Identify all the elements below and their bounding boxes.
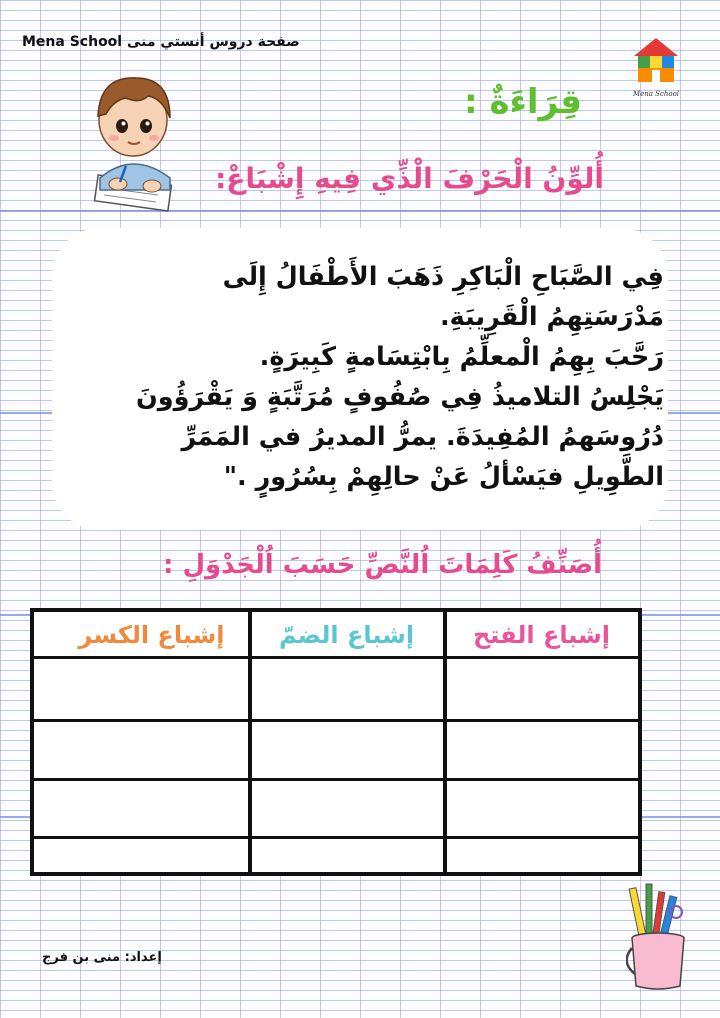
logo-caption: Mena School — [632, 90, 680, 98]
header-text: صفحة دروس أنستي منى Mena School — [22, 34, 300, 50]
passage-line: مَدْرَسَتِهِمُ الْقَرِيبَةِ. — [439, 302, 664, 332]
passage-line: يَجْلِسُ التلاميذُ فِي صُفُوفٍ مُرَتَّبَةٍ وَ يَقْرَؤُونَ — [136, 382, 664, 412]
table-column-divider — [248, 612, 252, 872]
house-logo-icon — [630, 36, 682, 86]
section-title: قِرَاءَةٌ : — [464, 82, 582, 122]
passage-line: فِي الصَّبَاحِ الْبَاكِرِ ذَهَبَ الأَطْفَالُ إِلَى — [222, 262, 664, 292]
table-row-divider — [34, 656, 638, 659]
column-header-kasra: إشباع الكسر — [78, 621, 225, 649]
passage-line: رَحَّبَ بِهِمُ الْمعلِّمُ بِابْتِسَامةٍ كَبِيرَةٍ. — [259, 342, 664, 372]
column-header-damma: إشباع الضمّ — [278, 621, 415, 649]
passage-line: الطَّوِيلِ فيَسْألُ عَنْ حالِهِمْ بِسُرُورٍ ." — [223, 462, 664, 492]
passage-line: دُرُوسَهمُ المُفِيدَةَ. يمرُّ المديرُ في المَمَرِّ — [181, 422, 664, 452]
table-row-divider — [34, 836, 638, 839]
classify-instruction: أُصَنِّفُ كَلِمَاتَ اُلنَّصِّ حَسَبَ اُلْجَدْوَلِ : — [163, 550, 602, 580]
table-row-divider — [34, 719, 638, 722]
classification-table — [30, 608, 642, 876]
instruction-heading: أُلوِّنُ الْحَرْفَ الْذِّي فِيهِ إِشْبَاعْ: — [215, 162, 604, 195]
author-credit: إعداد: منى بن فرج — [42, 950, 162, 965]
table-column-divider — [443, 612, 447, 872]
table-row-divider — [34, 778, 638, 781]
column-header-fatha: إشباع الفتح — [473, 621, 610, 649]
school-logo — [630, 36, 682, 98]
pencil-cup-icon — [626, 882, 690, 992]
boy-writing-illustration — [78, 58, 188, 218]
